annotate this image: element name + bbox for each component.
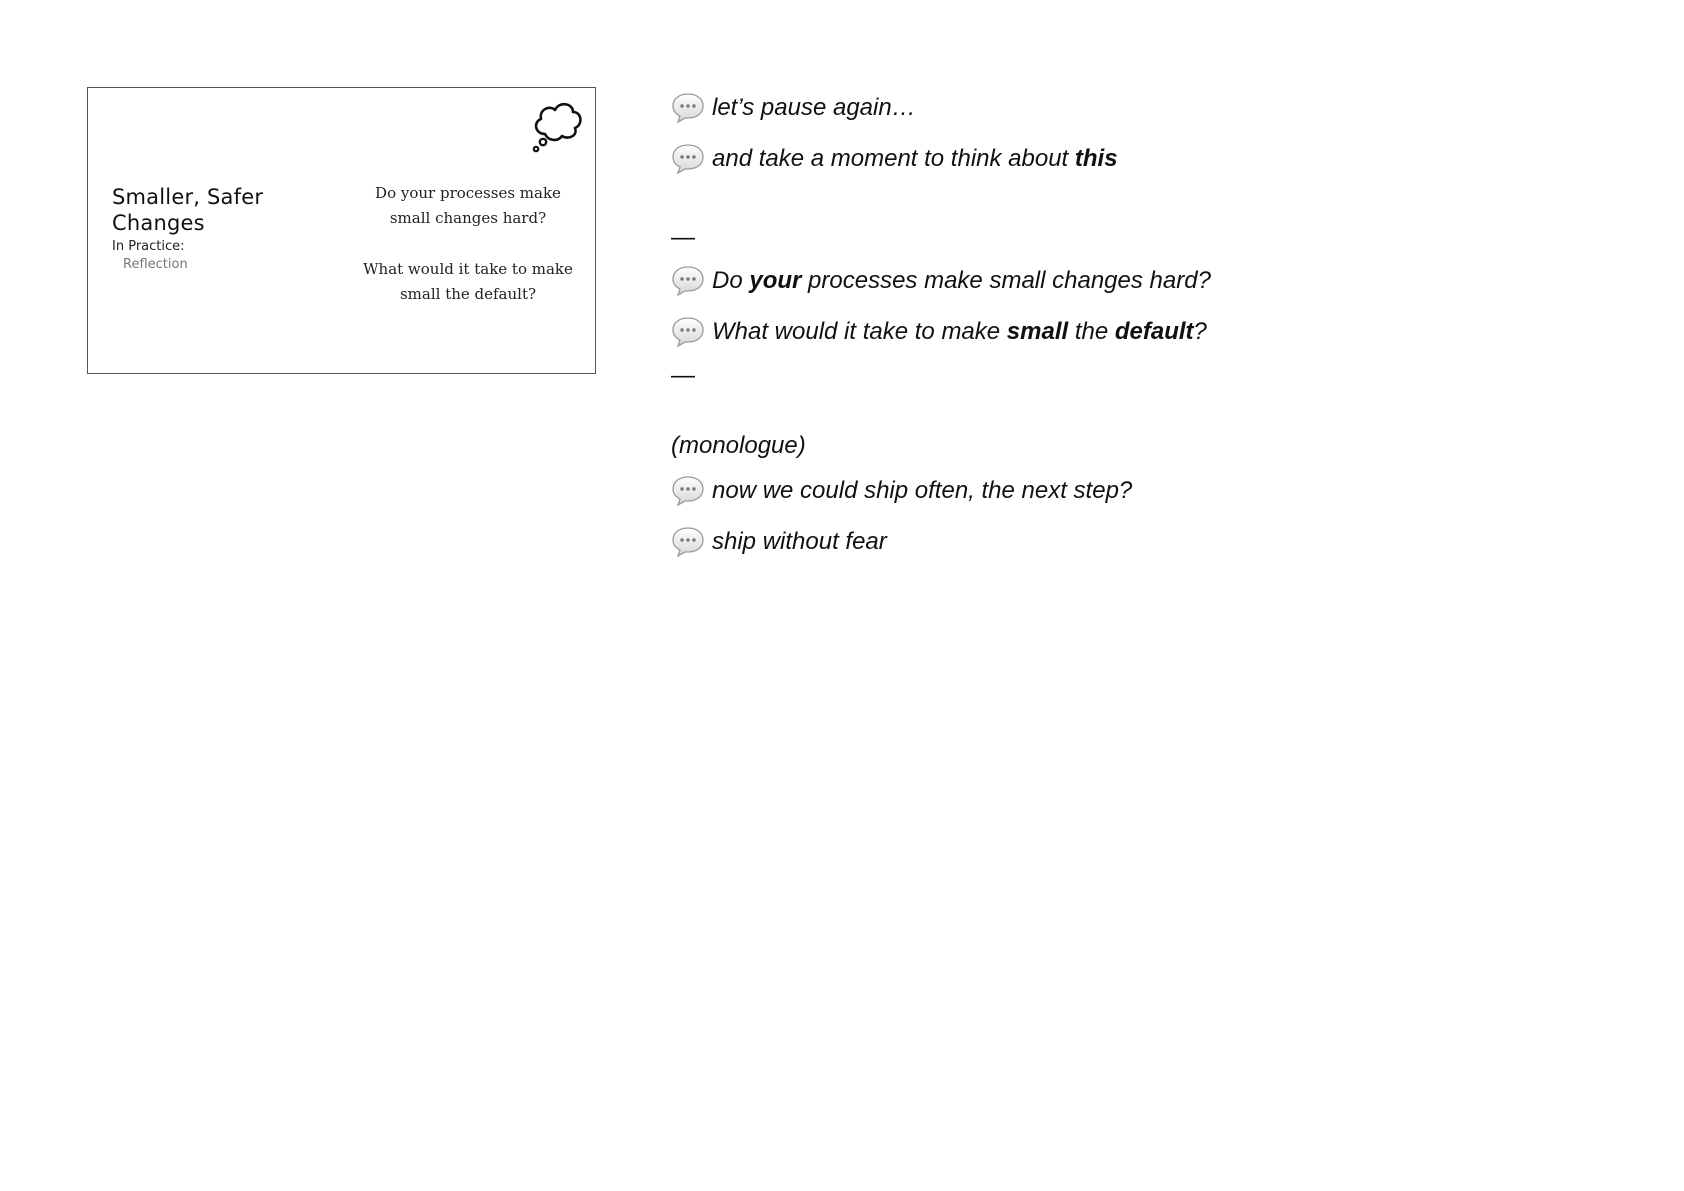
note-line [671,316,1207,348]
slide-questions [358,181,578,333]
note-line [671,92,916,124]
note-line [671,526,887,558]
emphasis: default [1114,318,1194,345]
note-text: What would it take to make small the default? [712,318,1207,345]
speech-bubble-icon [671,475,705,507]
speech-bubble-icon [671,143,705,175]
note-line [671,475,1132,507]
slide-thumbnail [87,87,596,374]
speech-bubble-icon [671,265,705,297]
speech-bubble-icon [671,526,705,558]
emphasis: this [1074,145,1118,172]
speech-bubble-icon [671,316,705,348]
separator: — [671,362,695,389]
note-aside [671,432,806,460]
separator: — [671,224,695,251]
note-text: ship without fear [712,528,887,555]
slide-question-1: Do your processes make small changes hard? [375,184,561,227]
emphasis: your [749,267,802,294]
note-text: and take a moment to think about this [712,145,1118,172]
slide-section-label: Reflection [123,257,188,272]
note-text: let’s pause again… [712,94,916,121]
slide-question-2: What would it take to make small the default? [363,260,573,303]
slide-title: Smaller, Safer Changes [112,185,264,235]
note-line [671,143,1118,175]
note-text: now we could ship often, the next step? [712,477,1133,504]
speech-bubble-icon [671,92,705,124]
thought-bubble-icon [531,98,583,154]
slide-subtitle: In Practice: [112,239,185,254]
emphasis: small [1006,318,1069,345]
note-line [671,265,1211,297]
note-text: (monologue) [671,432,806,459]
note-text: Do your processes make small changes hard? [712,267,1211,294]
